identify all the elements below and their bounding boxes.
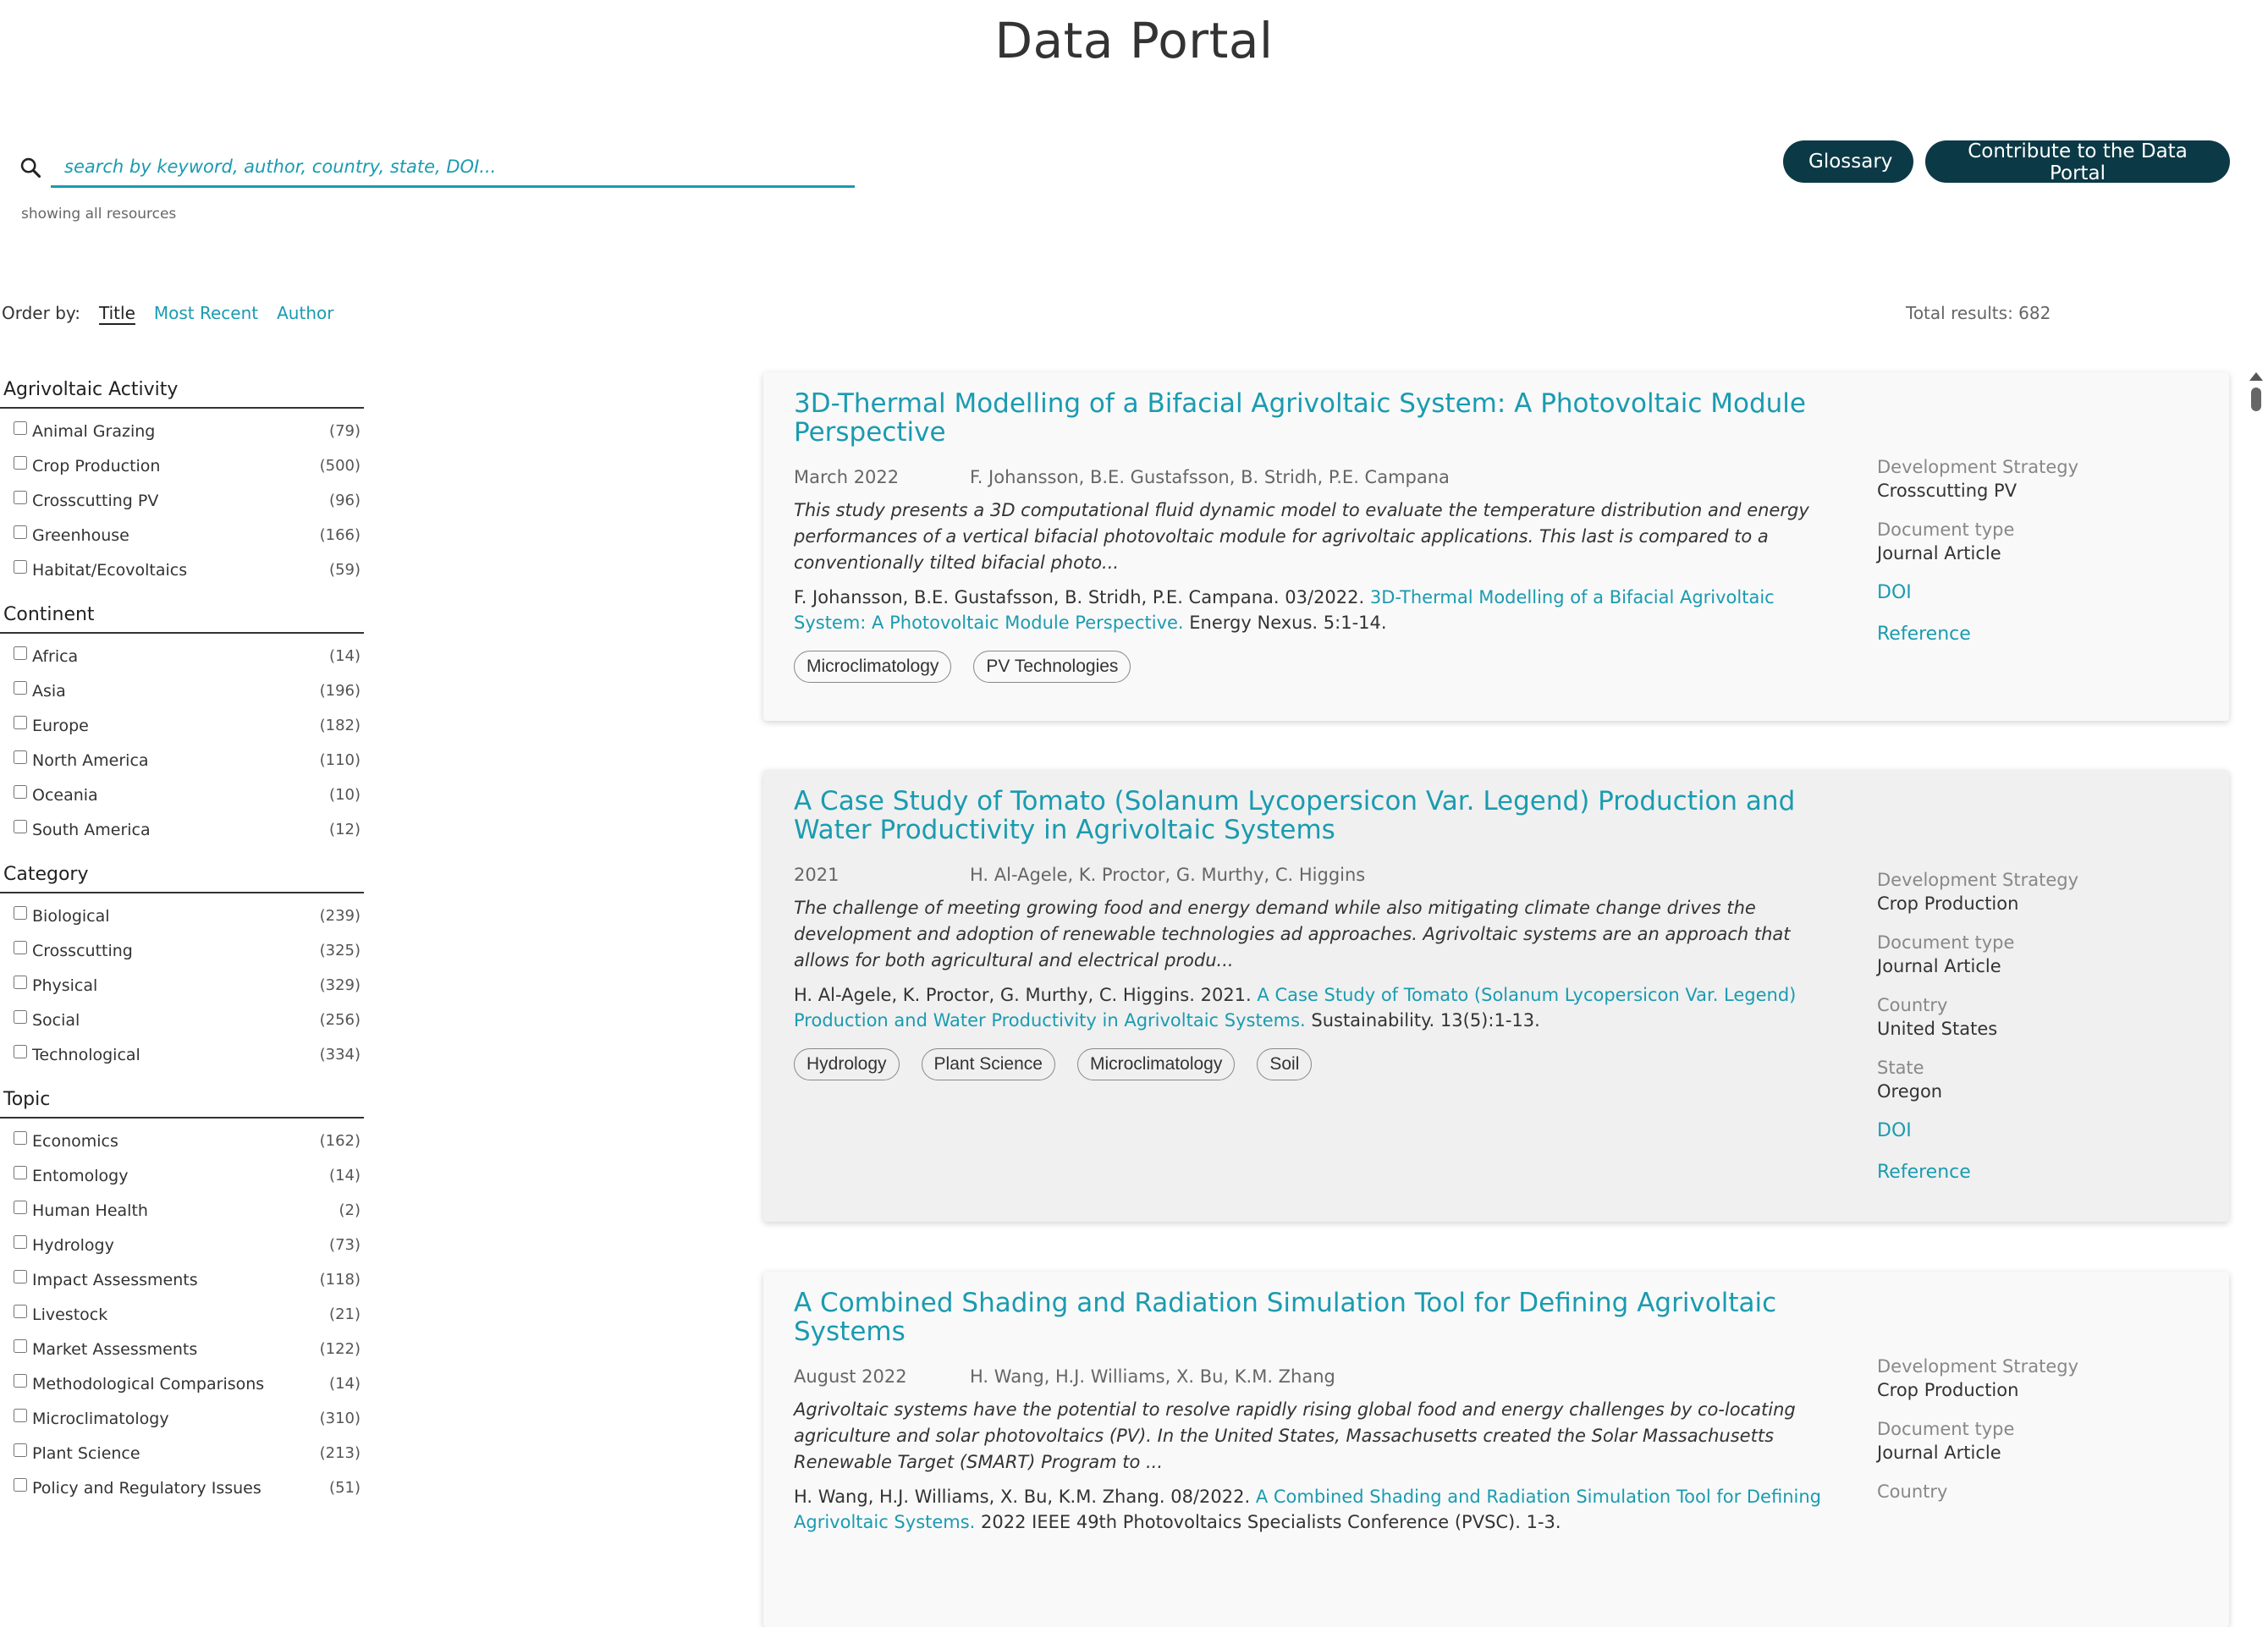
facet-label: Habitat/Ecovoltaics: [32, 560, 188, 580]
facet-title: Topic: [0, 1082, 364, 1119]
order-bar: [2, 303, 333, 323]
citation-source: Sustainability. 13(5):1-13.: [1305, 1010, 1540, 1031]
topic-tag[interactable]: Soil: [1257, 1048, 1312, 1080]
citation-link[interactable]: 3D-Thermal Modelling of a Bifacial Agrivoltaic System: A Photovoltaic Module Perspective.: [794, 587, 1775, 633]
facet-item[interactable]: [0, 1297, 361, 1332]
facet-title: Continent: [0, 597, 364, 634]
facet-count: (79): [329, 422, 361, 440]
facet-item[interactable]: [0, 743, 361, 778]
facet-group: [0, 1082, 362, 1505]
facet-checkbox[interactable]: [14, 681, 27, 695]
detail-label: Development Strategy: [1877, 870, 2079, 890]
facet-label: Impact Assessments: [32, 1270, 198, 1289]
facet-item[interactable]: [0, 448, 361, 483]
filter-sidebar: [0, 372, 362, 1515]
glossary-button[interactable]: Glossary: [1783, 140, 1913, 183]
facet-checkbox[interactable]: [14, 1270, 27, 1283]
result-details: [1877, 1356, 2199, 1520]
facet-label: Social: [32, 1010, 80, 1030]
topic-tag[interactable]: Hydrology: [794, 1048, 900, 1080]
facet-count: (14): [329, 1375, 361, 1393]
detail-label: Development Strategy: [1877, 1356, 2079, 1377]
facet-count: (310): [319, 1410, 361, 1427]
facet-item[interactable]: [0, 812, 361, 847]
facet-item[interactable]: [0, 1158, 361, 1193]
facet-item[interactable]: [0, 1228, 361, 1262]
facet-count: (329): [319, 976, 361, 994]
search-status: showing all resources: [21, 206, 177, 223]
facet-group: [0, 597, 362, 847]
facet-checkbox[interactable]: [14, 976, 27, 989]
facet-count: (239): [319, 907, 361, 925]
facet-checkbox[interactable]: [14, 1010, 27, 1024]
citation-source: 2022 IEEE 49th Photovoltaics Specialists Conference (PVSC). 1-3.: [975, 1512, 1561, 1532]
facet-checkbox[interactable]: [14, 1131, 27, 1145]
facet-label: Biological: [32, 906, 110, 926]
facet-label: Greenhouse: [32, 525, 129, 545]
detail-label: State: [1877, 1058, 1924, 1078]
facet-label: Hydrology: [32, 1235, 114, 1255]
facet-count: (21): [329, 1305, 361, 1323]
facet-count: (213): [319, 1444, 361, 1462]
facet-item[interactable]: [0, 1436, 361, 1470]
citation-text: F. Johansson, B.E. Gustafsson, B. Stridh, P.E. Campana. 03/2022.: [794, 587, 1370, 607]
facet-item[interactable]: [0, 708, 361, 743]
facet-label: Methodological Comparisons: [32, 1374, 265, 1393]
facet-count: (325): [319, 942, 361, 959]
facet-checkbox[interactable]: [14, 456, 27, 470]
facet-item[interactable]: [0, 1124, 361, 1158]
facet-label: Asia: [32, 681, 66, 701]
facet-count: (51): [329, 1479, 361, 1497]
result-card: [763, 1272, 2229, 1627]
facet-checkbox[interactable]: [14, 785, 27, 799]
result-abstract: The challenge of meeting growing food and energy demand while also mitigating climate change drives the development and adoption of renewable technologies ad approaches. Agrivoltaic systems are an approach that allows for both agricultural and electrical produ...: [794, 898, 1791, 970]
facet-title: Category: [0, 857, 364, 893]
facet-item[interactable]: [0, 1262, 361, 1297]
detail-value: Journal Article: [1877, 956, 2001, 976]
facet-label: Human Health: [32, 1201, 148, 1220]
facet-checkbox[interactable]: [14, 1339, 27, 1353]
facet-count: (500): [319, 457, 361, 475]
topic-tag[interactable]: Plant Science: [922, 1048, 1055, 1080]
detail-value: United States: [1877, 1019, 1998, 1039]
result-abstract: This study presents a 3D computational fluid dynamic model to evaluate the temperature distribution and energy performances of a vertical bifacial photovoltaic module for agrivoltaic applications. This last is compared to a conventionally tilted bifacial photo...: [794, 500, 1809, 573]
result-title-link[interactable]: 3D-Thermal Modelling of a Bifacial Agrivoltaic System: A Photovoltaic Module Perspective: [794, 388, 1806, 448]
detail-value: Oregon: [1877, 1081, 1943, 1102]
page-title: Data Portal: [994, 12, 1274, 69]
facet-item[interactable]: [0, 968, 361, 1003]
citation-source: Energy Nexus. 5:1-14.: [1183, 613, 1387, 633]
facet-group: [0, 857, 362, 1072]
citation-link[interactable]: A Case Study of Tomato (Solanum Lycopersicon Var. Legend) Production and Water Productivity in Agrivoltaic Systems.: [794, 985, 1797, 1031]
doi-link[interactable]: DOI: [1877, 1120, 1912, 1141]
result-card: [763, 372, 2229, 721]
facet-checkbox[interactable]: [14, 1305, 27, 1318]
result-date: August 2022: [794, 1366, 907, 1387]
result-authors: H. Wang, H.J. Williams, X. Bu, K.M. Zhang: [970, 1366, 1335, 1387]
detail-label: Country: [1877, 1481, 1948, 1502]
facet-checkbox[interactable]: [14, 1045, 27, 1058]
facet-item[interactable]: [0, 1003, 361, 1037]
facet-label: Europe: [32, 716, 89, 735]
result-date: March 2022: [794, 467, 900, 487]
facet-checkbox[interactable]: [14, 1166, 27, 1179]
facet-item[interactable]: [0, 1366, 361, 1401]
detail-label: Country: [1877, 995, 1948, 1015]
facet-item[interactable]: [0, 1332, 361, 1366]
facet-checkbox[interactable]: [14, 421, 27, 435]
result-title-link[interactable]: A Case Study of Tomato (Solanum Lycopersicon Var. Legend) Production and Water Productivity in Agrivoltaic Systems: [794, 786, 1796, 845]
facet-label: Entomology: [32, 1166, 129, 1185]
facet-label: Technological: [32, 1045, 140, 1064]
detail-value: Crosscutting PV: [1877, 481, 2018, 501]
facet-label: Microclimatology: [32, 1409, 169, 1428]
facet-checkbox[interactable]: [14, 1443, 27, 1457]
facet-checkbox[interactable]: [14, 716, 27, 729]
facet-label: Physical: [32, 976, 98, 995]
facet-checkbox[interactable]: [14, 820, 27, 833]
doi-link[interactable]: DOI: [1877, 582, 1912, 603]
facet-label: Plant Science: [32, 1443, 140, 1463]
result-card: [763, 770, 2229, 1222]
facet-label: Crop Production: [32, 456, 161, 475]
facet-item[interactable]: [0, 899, 361, 933]
facet-item[interactable]: [0, 552, 361, 587]
scroll-up-arrow-icon[interactable]: [2249, 372, 2263, 381]
facet-label: Oceania: [32, 785, 98, 805]
result-abstract: Agrivoltaic systems have the potential to resolve rapidly rising global food and energy challenges by co-locating agriculture and solar photovoltaics (PV). In the United States, Massachusetts created the Solar Massachusetts Renewable Target (SMART) Program to ...: [794, 1399, 1796, 1472]
result-citation: [794, 982, 1835, 1033]
facet-count: (162): [319, 1132, 361, 1150]
facet-checkbox[interactable]: [14, 1478, 27, 1492]
facet-item[interactable]: [0, 778, 361, 812]
facet-count: (10): [329, 786, 361, 804]
citation-link[interactable]: A Combined Shading and Radiation Simulation Tool for Defining Agrivoltaic Systems.: [794, 1487, 1821, 1532]
facet-item[interactable]: [0, 414, 361, 448]
topic-tag[interactable]: Microclimatology: [1077, 1048, 1235, 1080]
facet-item[interactable]: [0, 1193, 361, 1228]
facet-item[interactable]: [0, 483, 361, 518]
facet-item[interactable]: [0, 673, 361, 708]
detail-label: Document type: [1877, 932, 2015, 953]
facet-label: Market Assessments: [32, 1339, 198, 1359]
facet-checkbox[interactable]: [14, 941, 27, 954]
facet-label: Livestock: [32, 1305, 108, 1324]
facet-item[interactable]: [0, 933, 361, 968]
result-details: [1877, 870, 2199, 1203]
facet-checkbox[interactable]: [14, 560, 27, 574]
facet-count: (14): [329, 1167, 361, 1185]
facet-label: Animal Grazing: [32, 421, 156, 441]
contribute-button[interactable]: Contribute to the Data Portal: [1925, 140, 2230, 183]
facet-count: (122): [319, 1340, 361, 1358]
facet-checkbox[interactable]: [14, 1409, 27, 1422]
detail-value: Crop Production: [1877, 1380, 2019, 1400]
detail-label: Document type: [1877, 1419, 2015, 1439]
facet-title: Agrivoltaic Activity: [0, 372, 364, 409]
order-most-recent[interactable]: Most Recent: [153, 303, 259, 323]
detail-value: Journal Article: [1877, 543, 2001, 563]
facet-item[interactable]: [0, 639, 361, 673]
facet-item[interactable]: [0, 518, 361, 552]
facet-count: (2): [339, 1201, 361, 1219]
facet-count: (166): [319, 526, 361, 544]
facet-count: (59): [329, 561, 361, 579]
total-results: Total results: 682: [1906, 303, 2051, 323]
facet-label: Africa: [32, 646, 79, 666]
facet-group: [0, 372, 362, 587]
reference-link[interactable]: Reference: [1877, 1162, 1971, 1183]
result-citation: [794, 1484, 1835, 1535]
topic-tag[interactable]: Microclimatology: [794, 651, 951, 683]
detail-label: Document type: [1877, 519, 2015, 540]
result-title-link[interactable]: A Combined Shading and Radiation Simulation Tool for Defining Agrivoltaic Systems: [794, 1288, 1777, 1347]
facet-item[interactable]: [0, 1037, 361, 1072]
detail-value: Journal Article: [1877, 1443, 2001, 1463]
facet-label: South America: [32, 820, 151, 839]
facet-checkbox[interactable]: [14, 1374, 27, 1388]
facet-checkbox[interactable]: [14, 1201, 27, 1214]
facet-checkbox[interactable]: [14, 1235, 27, 1249]
result-date: 2021: [794, 865, 839, 885]
facet-label: Crosscutting: [32, 941, 133, 960]
order-label: Order by:: [2, 303, 81, 323]
facet-checkbox[interactable]: [14, 906, 27, 920]
facet-checkbox[interactable]: [14, 750, 27, 764]
order-title[interactable]: Title: [99, 303, 135, 323]
search-icon: [19, 156, 42, 179]
result-citation: [794, 585, 1835, 635]
facet-count: (118): [319, 1271, 361, 1289]
facet-count: (334): [319, 1046, 361, 1064]
reference-link[interactable]: Reference: [1877, 624, 1971, 645]
facet-checkbox[interactable]: [14, 525, 27, 539]
facet-checkbox[interactable]: [14, 646, 27, 660]
facet-count: (110): [319, 751, 361, 769]
facet-label: Policy and Regulatory Issues: [32, 1478, 261, 1498]
result-authors: H. Al-Agele, K. Proctor, G. Murthy, C. Higgins: [970, 865, 1366, 885]
result-authors: F. Johansson, B.E. Gustafsson, B. Stridh, P.E. Campana: [970, 467, 1450, 487]
facet-checkbox[interactable]: [14, 491, 27, 504]
facet-count: (96): [329, 492, 361, 509]
order-author[interactable]: Author: [277, 303, 334, 323]
facet-label: North America: [32, 750, 149, 770]
topic-tag[interactable]: PV Technologies: [973, 651, 1131, 683]
facet-label: Economics: [32, 1131, 118, 1151]
detail-value: Crop Production: [1877, 893, 2019, 914]
facet-count: (182): [319, 717, 361, 734]
facet-label: Crosscutting PV: [32, 491, 159, 510]
facet-count: (14): [329, 647, 361, 665]
facet-count: (12): [329, 821, 361, 838]
facet-count: (73): [329, 1236, 361, 1254]
facet-item[interactable]: [0, 1401, 361, 1436]
detail-label: Development Strategy: [1877, 457, 2079, 477]
scrollbar-thumb[interactable]: [2251, 388, 2261, 411]
facet-count: (256): [319, 1011, 361, 1029]
search-input[interactable]: [51, 147, 855, 188]
citation-text: H. Wang, H.J. Williams, X. Bu, K.M. Zhang. 08/2022.: [794, 1487, 1256, 1507]
citation-text: H. Al-Agele, K. Proctor, G. Murthy, C. Higgins. 2021.: [794, 985, 1258, 1005]
facet-count: (196): [319, 682, 361, 700]
result-details: [1877, 457, 2199, 665]
